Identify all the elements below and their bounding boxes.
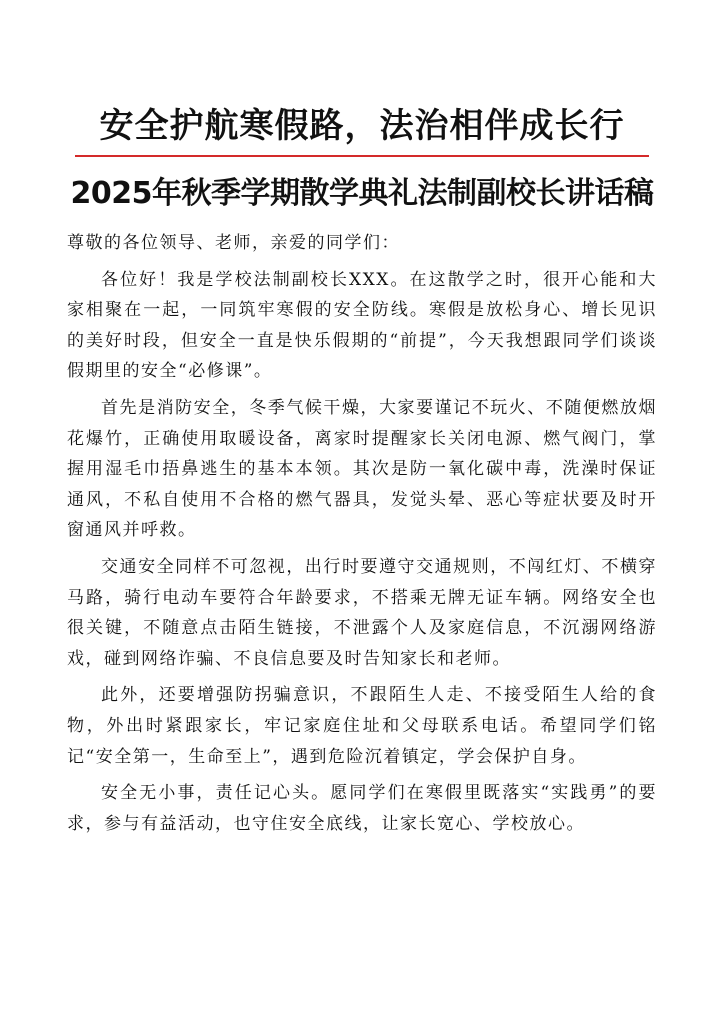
title-divider-line	[75, 155, 649, 157]
paragraph: 首先是消防安全，冬季气候干燥，大家要谨记不玩火、不随便燃放烟花爆竹，正确使用取暖设备，离家时提醒家长关闭电源、燃气阀门，掌握用湿毛巾捂鼻逃生的基本本领。其次是防一氧化碳中毒，洗澡时保证通风，不私自使用不合格的燃气器具，发觉头晕、恶心等症状要及时开窗通风并呼救。	[67, 397, 657, 541]
speech-body	[67, 228, 657, 845]
document-title: 安全护航寒假路，法治相伴成长行	[99, 106, 625, 146]
salutation: 尊敬的各位领导、老师，亲爱的同学们：	[67, 233, 400, 253]
paragraph: 安全无小事，责任记心头。愿同学们在寒假里既落实“实践勇”的要求，参与有益活动，也守住安全底线，让家长宽心、学校放心。	[67, 783, 657, 834]
paragraph: 此外，还要增强防拐骗意识，不跟陌生人走、不接受陌生人给的食物，外出时紧跟家长，牢记家庭住址和父母联系电话。希望同学们铭记“安全第一，生命至上”，遇到危险沉着镇定，学会保护自身。	[67, 685, 657, 767]
paragraph: 交通安全同样不可忽视，出行时要遵守交通规则，不闯红灯、不横穿马路，骑行电动车要符合年龄要求，不搭乘无牌无证车辆。网络安全也很关键，不随意点击陌生链接，不泄露个人及家庭信息，不沉溺网络游戏，碰到网络诈骗、不良信息要及时告知家长和老师。	[67, 556, 657, 669]
document-subtitle: 2025年秋季学期散学典礼法制副校长讲话稿	[70, 176, 654, 211]
paragraph: 各位好！我是学校法制副校长XXX。在这散学之时，很开心能和大家相聚在一起，一同筑牢寒假的安全防线。寒假是放松身心、增长见识的美好时段，但安全一直是快乐假期的“前提”，今天我想跟同学们谈谈假期里的安全“必修课”。	[67, 269, 657, 382]
